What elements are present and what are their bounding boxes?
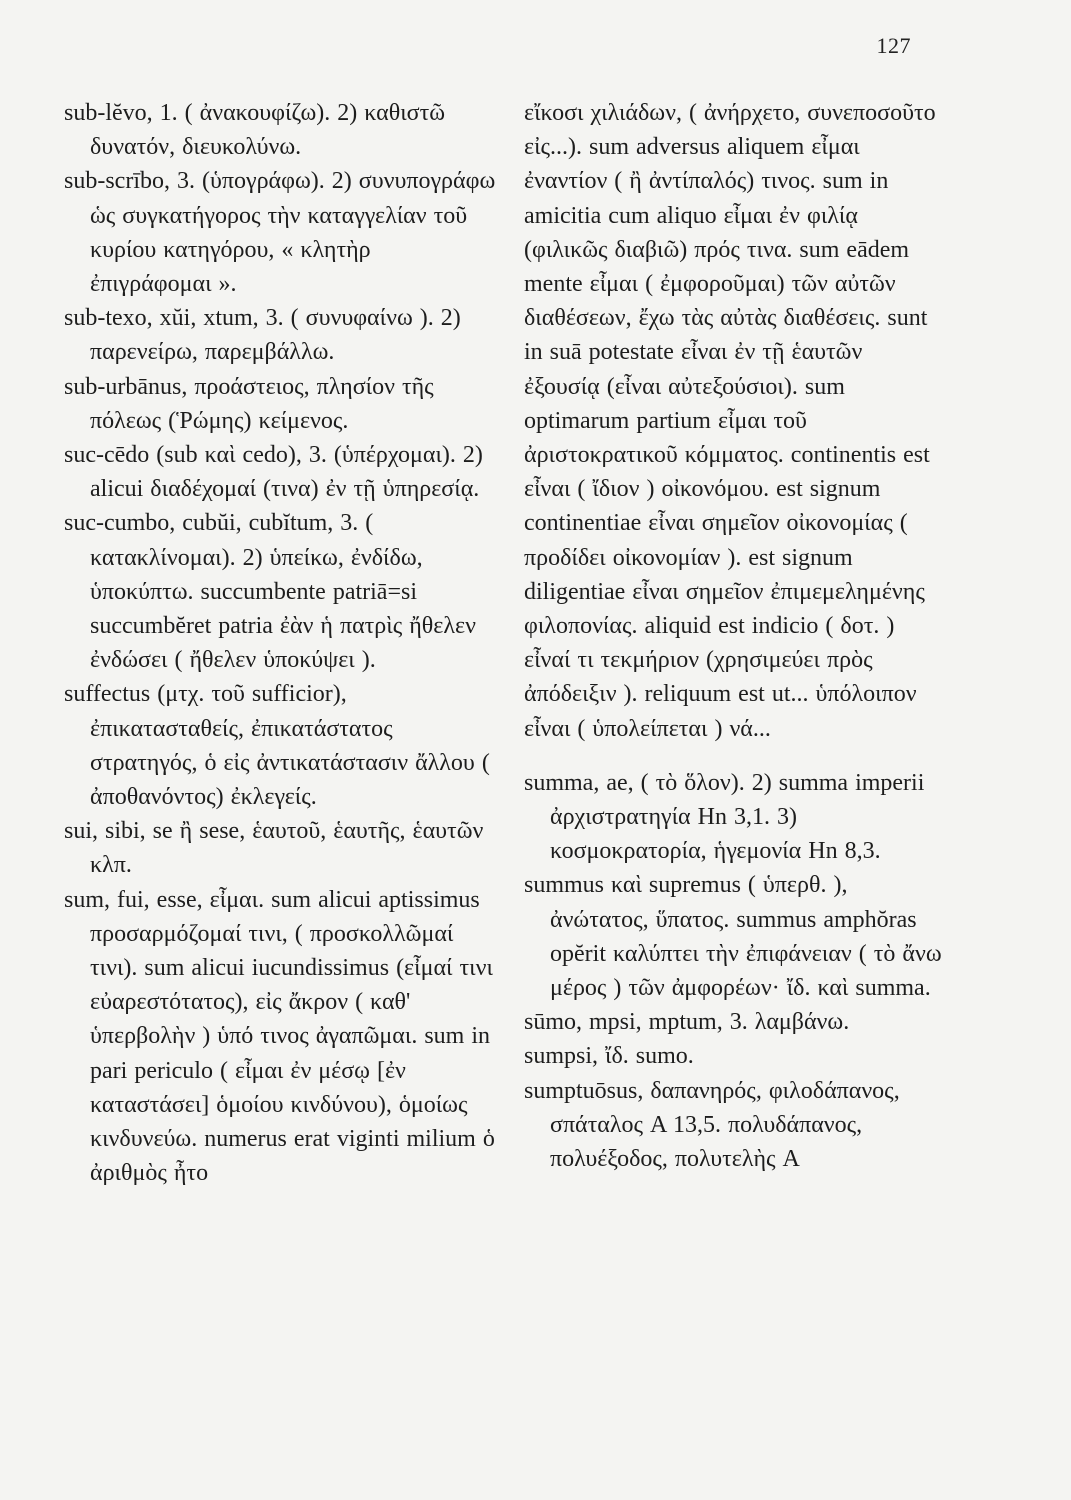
entry-sumptuosus: sumptuōsus, δαπανηρός, φιλοδάπανος, σπάταλος A 13,5. πολυδάπανος, πολυέξοδος, πολυτελὴς A [524, 1077, 900, 1173]
entry-sumpsi: sumpsi, ἴδ. sumo. [524, 1043, 694, 1070]
entry-sub-texo: sub-texo, xŭi, xtum, 3. ( συνυφαίνω ). 2) παρενείρω, παρεμβάλλω. [64, 305, 461, 366]
entry-suc-cumbo: suc-cumbo, cubŭi, cubĭtum, 3. ( κατακλίνομαι). 2) ὑπείκω, ἐνδίδω, ὑποκύπτω. succumbente patriā=si succumbĕret patria ἐὰν ἡ πατρὶς ἤθελεν ἐνδώσει ( ἤθελεν ὑποκύψει ). [64, 510, 476, 674]
entry-sui: sui, sibi, se ἢ sese, ἑαυτοῦ, ἑαυτῆς, ἑαυτῶν κλπ. [64, 818, 484, 879]
entry-summa: summa, ae, ( τὸ ὅλον). 2) summa imperii ἀρχιστρατηγία Hn 3,1. 3) κοσμοκρατορία, ἡγεμονία Hn 8,3. [524, 769, 925, 865]
right-column [524, 96, 944, 1176]
left-column [64, 96, 496, 1191]
entry-suffectus: suffectus (μτχ. τοῦ sufficior), ἐπικατασταθείς, ἐπικατάστατος στρατηγός, ὁ εἰς ἀντικατάστασιν ἄλλου ( ἀποθανόντος) ἐκλεγείς. [64, 681, 490, 811]
page-number: 127 [876, 33, 911, 58]
entry-sumo: sūmo, mpsi, mptum, 3. λαμβάνω. [524, 1009, 850, 1036]
entry-sub-scribo: sub-scrībo, 3. (ὑπογράφω). 2) συνυπογράφω ὡς συγκατήγορος τὴν καταγγελίαν τοῦ κυρίου κατηγόρου, « κλητὴρ ἐπιγράφομαι ». [64, 168, 496, 298]
entry-sub-levo: sub-lĕvo, 1. ( ἀνακουφίζω). 2) καθιστῶ δυνατόν, διευκολύνω. [64, 100, 446, 161]
entry-summus: summus καὶ supremus ( ὑπερθ. ), ἀνώτατος, ὕπατος. summus amphŏras opĕrit καλύπτει τὴν ἐπιφάνειαν ( τὸ ἄνω μέρος ) τῶν ἀμφορέων· ἴδ. καὶ summa. [524, 872, 942, 1002]
entry-sum: sum, fui, esse, εἶμαι. sum alicui aptissimus προσαρμόζομαί τινι, ( προσκολλῶμαί τινι). sum alicui iucundissimus (εἶμαί τινι εὐαρεστότατος), εἰς ἄκρον ( καθ' ὑπερβολὴν ) ὑπό τινος ἀγαπῶμαι. sum in pari periculo ( εἶμαι ἐν μέσῳ [ἐν καταστάσει] ὁμοίου κινδύνου), ὁμοίως κινδυνεύω. numerus erat viginti milium ὁ ἀριθμὸς ἦτο [64, 886, 495, 1187]
entry-suc-cedo: suc-cēdo (sub καὶ cedo), 3. (ὑπέρχομαι). 2) alicui διαδέχομαί (τινα) ἐν τῇ ὑπηρεσίᾳ. [64, 442, 483, 503]
entry-sub-urbanus: sub-urbānus, προάστειος, πλησίον τῆς πόλεως (Ῥώμης) κείμενος. [64, 373, 434, 434]
entry-sum-continued: εἴκοσι χιλιάδων, ( ἀνήρχετο, συνεποσοῦτο εἰς...). sum adversus aliquem εἶμαι ἐναντίον ( ἢ ἀντίπαλός) τινος. sum in amicitia cum aliquo εἶμαι ἐν φιλίᾳ (φιλικῶς διαβιῶ) πρός τινα. sum eādem mente εἶμαι ( ἐμφοροῦμαι) τῶν αὐτῶν διαθέσεων, ἔχω τὰς αὐτὰς διαθέσεις. sunt in suā potestate εἶναι ἐν τῇ ἑαυτῶν ἐξουσίᾳ (εἶναι αὐτεξούσιοι). sum optimarum partium εἶμαι τοῦ ἀριστοκρατικοῦ κόμματος. continentis est εἶναι ( ἴδιον ) οἰκονόμου. est signum continentiae εἶναι σημεῖον οἰκονομίας ( προδίδει οἰκονομίαν ). est signum diligentiae εἶναι σημεῖον ἐπιμεμελημένης φιλοπονίας. aliquid est indicio ( δοτ. ) εἶναί τι τεκμήριον (χρησιμεύει πρὸς ἀπόδειξιν ). reliquum est ut... ὑπόλοιπον εἶναι ( ὑπολείπεται ) νά... [524, 100, 936, 742]
